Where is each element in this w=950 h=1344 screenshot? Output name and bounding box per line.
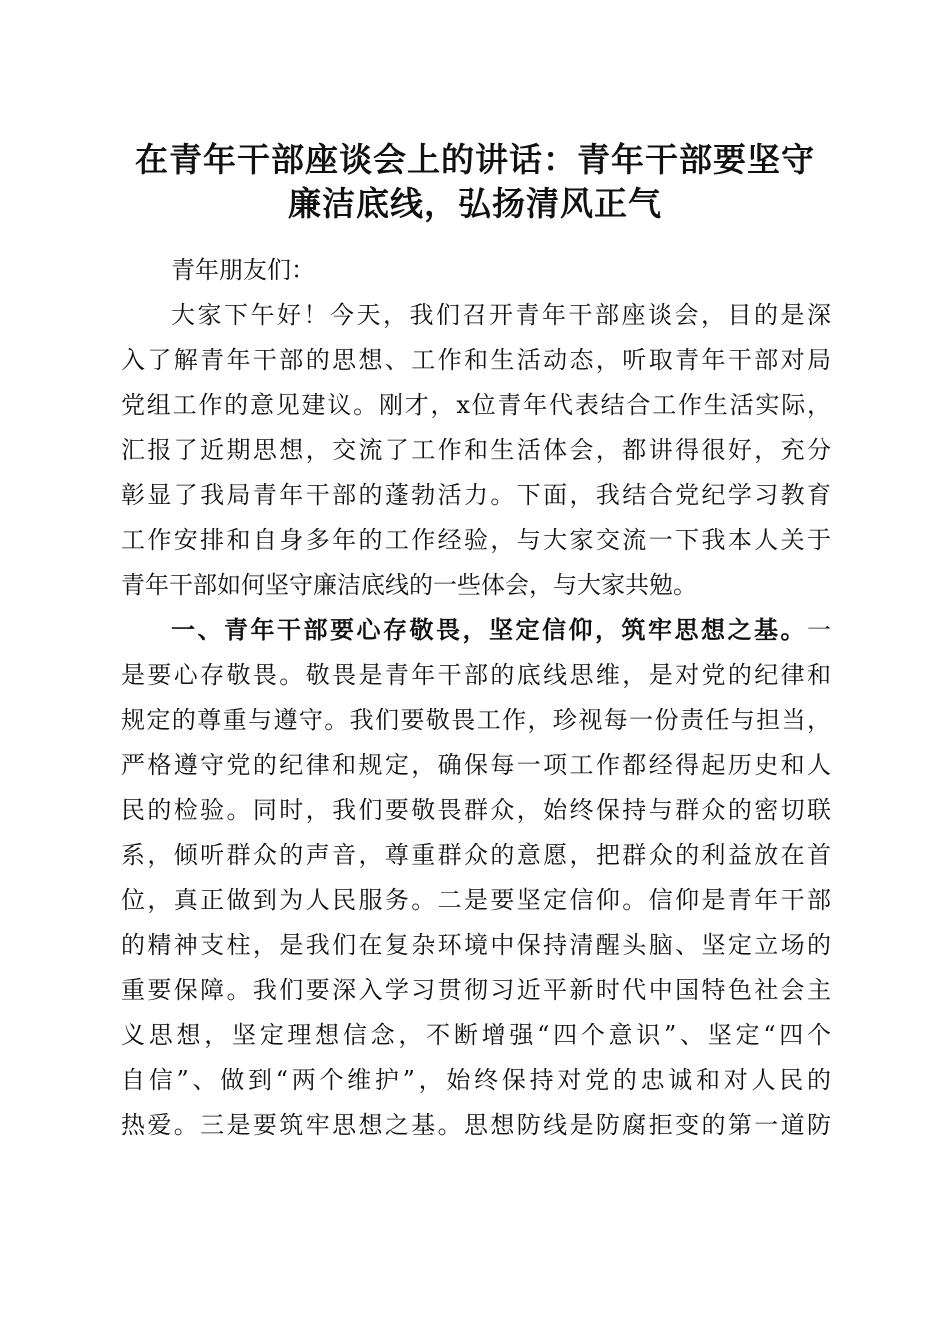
paragraph-line: 入了解青年干部的思想、工作和生活动态，听取青年干部对局 <box>121 346 831 374</box>
paragraph-line: 彰显了我局青年干部的蓬勃活力。下面，我结合党纪学习教育 <box>121 481 831 509</box>
section-1-heading: 一、青年干部要心存敬畏，坚定信仰，筑牢思想之基。 <box>171 616 807 644</box>
document-title-line-2: 廉洁底线，弘扬清风正气 <box>288 184 662 223</box>
section-1 <box>121 608 831 1148</box>
paragraph-line: 大家下午好！今天，我们召开青年干部座谈会，目的是深 <box>171 301 831 329</box>
paragraph-line: 规定的尊重与遵守。我们要敬畏工作，珍视每一份责任与担当， <box>121 706 831 734</box>
section-1-first-line <box>121 608 831 653</box>
paragraph-line: 自信”、做到“两个维护”，始终保持对党的忠诚和对人民的 <box>121 1066 831 1094</box>
section-1-heading-tail: 一 <box>807 616 831 644</box>
paragraph-line: 汇报了近期思想，交流了工作和生活体会，都讲得很好，充分 <box>121 436 831 464</box>
paragraph-line: 的精神支柱，是我们在复杂环境中保持清醒头脑、坚定立场的 <box>121 931 831 959</box>
paragraph-line: 是要心存敬畏。敬畏是青年干部的底线思维，是对党的纪律和 <box>121 661 831 689</box>
paragraph-line: 系，倾听群众的声音，尊重群众的意愿，把群众的利益放在首 <box>121 841 831 869</box>
salutation: 青年朋友们： <box>171 256 315 284</box>
paragraph-line: 工作安排和自身多年的工作经验，与大家交流一下我本人关于 <box>121 526 831 554</box>
paragraph-line: 义思想，坚定理想信念，不断增强“四个意识”、坚定“四个 <box>121 1021 831 1049</box>
paragraph-line: 民的检验。同时，我们要敬畏群众，始终保持与群众的密切联 <box>121 796 831 824</box>
paragraph-line: 重要保障。我们要深入学习贯彻习近平新时代中国特色社会主 <box>121 976 831 1004</box>
paragraph-line: 热爱。三是要筑牢思想之基。思想防线是防腐拒变的第一道防 <box>121 1111 831 1139</box>
paragraph-line: 青年干部如何坚守廉洁底线的一些体会，与大家共勉。 <box>121 571 697 599</box>
paragraph-1 <box>121 293 831 608</box>
document-body <box>121 248 831 1148</box>
paragraph-line: 严格遵守党的纪律和规定，确保每一项工作都经得起历史和人 <box>121 751 831 779</box>
paragraph-line: 党组工作的意见建议。刚才，x位青年代表结合工作生活实际， <box>121 391 831 419</box>
paragraph-line: 位，真正做到为人民服务。二是要坚定信仰。信仰是青年干部 <box>121 886 831 914</box>
document-title-line-1: 在青年干部座谈会上的讲话：青年干部要坚守 <box>135 140 815 179</box>
